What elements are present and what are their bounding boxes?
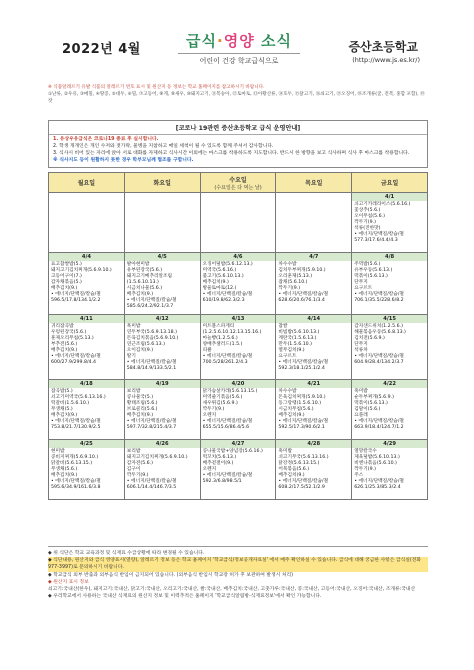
- day-menu: 닭가슴살카레(5.6.13.15.) 미역줄기볶음(5.6.) 새우튀김(5.6.9.) 깍두기(9.) 오렌지 • 에너지/단백질/칼슘/철 655.5/15.6/86.4/5.6: [202, 389, 258, 430]
- day-menu: 표고찹쌀밥(5.) 돼지고기김치찌개(5.6.9.10.) 고등어구이(7.) 감자채볶음(5.) 배추김치(9.) • 에너지/단백질/칼슘/철 596.5/17.8/134.1/2.2: [51, 262, 112, 303]
- day-cell: [124, 253, 200, 315]
- day-cell: [49, 380, 125, 440]
- day-date: 4/28: [276, 440, 351, 448]
- day-menu: 미트볼스파게티(1.2.5.6.10.12.13.15.16.) 마늘빵(1.2.5.6.) 양배추샐러드(1.5.) 피클 • 에너지/단백질/칼슘/철 700.5/28/261.2/4.3: [202, 324, 262, 365]
- day-date: [201, 193, 276, 201]
- day-date: 4/19: [125, 380, 200, 388]
- footer-line-6: ◆ 우리학교에서 사용하는 국내산 식재료의 원산지 정보 및 이력추적은 홈페이지 '학교급식알림방-식재료정보'에서 확인 가능합니다.: [48, 594, 322, 600]
- day-date: 4/20: [201, 380, 276, 388]
- day-menu: 귀리잡곡밥 우렁된장국(5.6.) 훈제오리무침(5.13.) 부추전(5.6.) 배추김치(9.) • 에너지/단백질/칼슘/철 600/27.9/299.8/4.4: [51, 324, 101, 365]
- day-cell: [49, 440, 125, 500]
- day-menu: [276, 201, 351, 203]
- day-menu: 콩나물국밥+양념장(5.6.16.) 떡꼬치(5.6.13.) 배추겉절이(9.) 오렌지 • 에너지/단백질/칼슘/철 592.3/6.8/98.5/1: [202, 449, 263, 484]
- newsletter-footer: [48, 546, 428, 600]
- footer-line-4: ◆ 원산지 표시 정보: [48, 579, 89, 585]
- day-cell: [124, 315, 200, 380]
- day-menu: 차수수밥 돈육김치찌개(5.9.10.) 동그랑땡(1.5.6.10.) 시금치무침(5.6.) 배추김치(9.) • 에너지/단백질/칼슘/철 592.5/17.3/90.6/2.1: [278, 389, 329, 430]
- weekday-thu: 목요일: [276, 173, 352, 193]
- day-cell: [124, 440, 200, 500]
- day-date: 4/5: [125, 253, 200, 261]
- weekday-wed-sub: (수요일은 다 먹는 날): [214, 184, 262, 191]
- footer-line-1: ◆ 위 식단은 학교 교육과정 및 식재료 수급상황에 따라 변경될 수 있습니다.: [48, 551, 205, 556]
- weekday-mon: 월요일: [49, 173, 125, 193]
- logo-part-nutrition: 영양: [223, 32, 255, 50]
- day-cell: [276, 440, 352, 500]
- day-menu: 잡곡밥(5.) 쇠고기미역국(5.6.13.16.) 떡갈비(1.5.6.10.) 무생채(5.) 배추김치(9.) • 에너지/단백질/칼슘/철 753.8/21.7/130.9/2.5: [51, 389, 106, 430]
- day-menu: 쇠고기카레라이스(5.6.16.) 꽃상추(5.6.) 오이무침(5.6.) 깍두기(9.) 석류(진한맛) • 에너지/단백질/칼슘/철 577.3/17.6/4.4/4.3: [354, 202, 411, 243]
- footer-line-5: 쇠고기:국내산(한우), 돼지고기:국내산, 닭고기:국내산, 오리고기:국내산, 쌀:국내산, 배추김치:국내산, 고춧가루:국내산, 콩:국내산, 고등어:국내산, 오징어:국내산, 조개류:국내산: [48, 587, 416, 593]
- day-menu: 발아현미밥 유부된장국(5.6.) 돼지고기메추리알조림(1.5.6.10.13.) 시금치나물(5.6.) 배추김치(9.) • 에너지/단백질/칼슘/철 585.6/24.2/92.1/3.7: [126, 262, 177, 309]
- notice-body: [49, 135, 427, 165]
- allergy-legend: [48, 84, 428, 105]
- notice-title: [코로나 19관련 증산초등학교 급식 운영안내]: [49, 121, 427, 135]
- weekday-wed-label: 수요일: [229, 176, 247, 184]
- day-cell: [200, 440, 276, 500]
- day-cell: [276, 315, 352, 380]
- day-menu: 보리밥 돼지고기김치찌개(5.6.9.10.) 감자전(5.6.) 김구이 깍두기(9.) • 에너지/단백질/칼슘/철 606.1/14.4/146.7/3.5: [126, 449, 188, 490]
- day-date: 4/22: [352, 380, 427, 388]
- logo-dot: ·: [217, 32, 224, 50]
- day-cell: [200, 193, 276, 253]
- day-date: 4/15: [352, 315, 427, 323]
- day-cell: [352, 193, 428, 253]
- day-cell: [352, 315, 428, 380]
- day-date: 4/29: [352, 440, 427, 448]
- day-menu: [201, 201, 276, 203]
- day-date: 4/4: [49, 253, 124, 261]
- weekday-wed: [200, 173, 276, 193]
- weekday-fri: 금요일: [352, 173, 428, 193]
- notice-line-2: 2. 학생 개개인은 개인 수저와 젓가락, 물병을 지참하고 매일 세척이 될 수 있도록 함께 주셔서 감사합니다.: [53, 144, 274, 149]
- day-date: 4/13: [201, 315, 276, 323]
- week-row-3: [49, 315, 428, 380]
- day-menu: 주먹밥(5.6.) 유부우동(5.6.13.) 떡볶이(5.6.13.) 단무지 요구르트 • 에너지/단백질/칼슘/철 706.1/35.5/228.6/8.2: [354, 262, 404, 303]
- day-date: 4/27: [201, 440, 276, 448]
- week-row-1: [49, 193, 428, 253]
- day-date: 4/6: [201, 253, 276, 261]
- day-cell: [276, 193, 352, 253]
- notice-line-3: 3. 식사시 비어 있는 자리에 앉아 서로 대화를 자제하고 식사시간 이외에는 마스크를 착용하도록 지도합니다. 반드시 한 방향을 보고 식사하며 식사 후 마스크를 착용합니다.: [53, 151, 410, 156]
- day-cell: [49, 253, 125, 315]
- day-cell: [276, 380, 352, 440]
- day-cell: [200, 380, 276, 440]
- legend-note: ※ 식품알레르기 유발 식품의 알레르기 번호 표시 및 원산지 등 정보는 학교 홈페이지를 참고하시기 바랍니다.: [48, 85, 265, 90]
- day-date: 4/25: [49, 440, 124, 448]
- logo-text: [178, 30, 300, 51]
- covid-notice-box: [48, 120, 428, 168]
- day-menu: 흑미밥 쇠고기무국(5.6.13.16.) 닭강정(5.6.13.15.) 어묵볶음(5.6.) 배추김치(9.) • 에너지/단백질/칼슘/철 608.2/17.5/52.1/2.9: [278, 449, 329, 490]
- day-menu: 오징어덮밥(5.6.12.13.) 미역국(5.6.16.) 불고기(5.6.10.13.) 배추김치(9.) 방울토마토(12.) • 에너지/단백질/칼슘/철 610/19.8/62.3/2.3: [202, 262, 253, 303]
- day-cell: [124, 193, 200, 253]
- logo-part-meal: 급식: [186, 32, 218, 50]
- school-url[interactable]: (http://www.js.es.kr/): [352, 56, 420, 64]
- day-menu: 열망칼국수 제육덮밥(5.6.10.13.) 비엔나볶음(5.6.10.) 깍두기(9.) 주스 • 에너지/단백질/칼슘/철 626.1/25.3/85.3/2.4: [354, 449, 404, 490]
- day-cell: [49, 193, 125, 253]
- day-menu: 현미밥 콩비지찌개(5.6.9.10.) 닭갈비(5.6.13.15.) 무생채(5.6.) 배추김치(9.) • 에너지/단백질/칼슘/철 595.6/34.9/161.6/3.8: [51, 449, 101, 490]
- day-cell: [200, 253, 276, 315]
- notice-line-4: ※ 식사지도 등이 원활하지 못한 경우 학부모님께 협조를 구합니다.: [53, 158, 194, 163]
- day-cell: [200, 315, 276, 380]
- day-menu: [49, 201, 124, 203]
- day-menu: 감자샌드위치(1.2.5.6.) 해물볶음우동(5.6.8.13.) 김치전(5.6.9.) 단무지 석류차 • 에너지/단백질/칼슘/철 604.9/28.4/134.2/3.7: [354, 324, 406, 365]
- week-row-5: [49, 440, 428, 500]
- weekday-tue: 화요일: [124, 173, 200, 193]
- week-row-2: [49, 253, 428, 315]
- day-date: 4/7: [276, 253, 351, 261]
- day-date: 4/12: [125, 315, 200, 323]
- day-cell: [276, 253, 352, 315]
- newsletter-logo: [178, 30, 300, 66]
- month-title: 2022년 4월: [62, 42, 141, 57]
- day-cell: [352, 253, 428, 315]
- day-menu: [125, 201, 200, 203]
- day-date: [276, 193, 351, 201]
- day-cell: [124, 380, 200, 440]
- day-cell: [352, 440, 428, 500]
- day-menu: 차수수밥 김치두부찌개(5.9.10.) 오리훈제(5.13.) 잡채(5.6.10.) 깍두기(9.) • 에너지/단백질/칼슘/철 628.6/20.6/76.1/3.4: [278, 262, 329, 303]
- week-row-4: [49, 380, 428, 440]
- slogan: 어린이 건강 학교급식으로: [178, 53, 300, 66]
- day-date: 4/18: [49, 380, 124, 388]
- footer-line-2: ◆ 식단내용, 원산지와 급식 영양표시(열량), 알레르기 정보 등은 학교 홈페이지 '학교급식/정보공개자료실' 에서 매주 확인하실 수 있습니다. 급식에 대해 궁금한 사항은 급식실(전화 977-3997)로 문의하시기 바랍니다.: [48, 557, 428, 571]
- day-date: 4/14: [276, 315, 351, 323]
- day-date: 4/26: [125, 440, 200, 448]
- footer-line-3: ◆ 학교급식 외부 반출과 외부음식 반입이 금지되어 있습니다. (외부음식 반입시 학교장 허가 후 보관하여 발생시 처리): [48, 572, 293, 578]
- day-menu: 흑미밥 순두부찌개(5.6.9.) 떡볶이(5.6.13.) 김말이(5.6.) 요플레 • 에너지/단백질/칼슘/철 663.9/18.4/124.7/1.2: [354, 389, 404, 430]
- logo-part-news: 소식: [260, 32, 292, 50]
- day-date: 4/21: [276, 380, 351, 388]
- day-date: 4/11: [49, 315, 124, 323]
- day-cell: [49, 315, 125, 380]
- day-date: 4/8: [352, 253, 427, 261]
- day-menu: 보리밥 콩나물국(5.) 황태조림(5.6.) 브로콜리(5.6.) 배추김치(9.) • 에너지/단백질/칼슘/철 597.7/32.8/215.4/3.7: [126, 389, 177, 430]
- day-date: [125, 193, 200, 201]
- day-menu: 찹쌀 비빔밥(5.6.10.13.) 계란국(1.5.6.13.) 만두(1.5.6.10.) 열무김치(9.) 요구르트 • 에너지/단백질/칼슘/철 592.3/18.1/25.1/2.4: [278, 324, 329, 371]
- notice-line-1: 1. 유상우유급식은 코로나19 종료 후 실시합니다.: [53, 137, 159, 142]
- menu-calendar: [48, 172, 428, 500]
- newsletter-header: [0, 0, 474, 70]
- day-cell: [352, 380, 428, 440]
- day-date: 4/1: [352, 193, 427, 201]
- school-name: 증산초등학교: [348, 40, 418, 54]
- weekday-header-row: [49, 173, 428, 193]
- legend-allergy-list: ①난류, ②우유, ③메밀, ④땅콩, ⑤대두, ⑥밀, ⑦고등어, ⑧게, ⑨새우, ⑩돼지고기, ⑪복숭아, ⑫토마토, ⑬아황산류, ⑭호두, ⑮닭고기, ⑯쇠고기, ⑰오징어, ⑱조개류(굴, 전복, 홍합 포함), ⑲잣: [48, 92, 425, 104]
- day-menu: 흑미밥 연두부국(5.6.9.13.18.) 돈육김치볶음(5.6.9.10.) 연근조림(5.6.13.) 오이김치(9.) 딸기 • 에너지/단백질/칼슘/철 584.8/14.9/133.5/2.1: [126, 324, 179, 371]
- day-date: [49, 193, 124, 201]
